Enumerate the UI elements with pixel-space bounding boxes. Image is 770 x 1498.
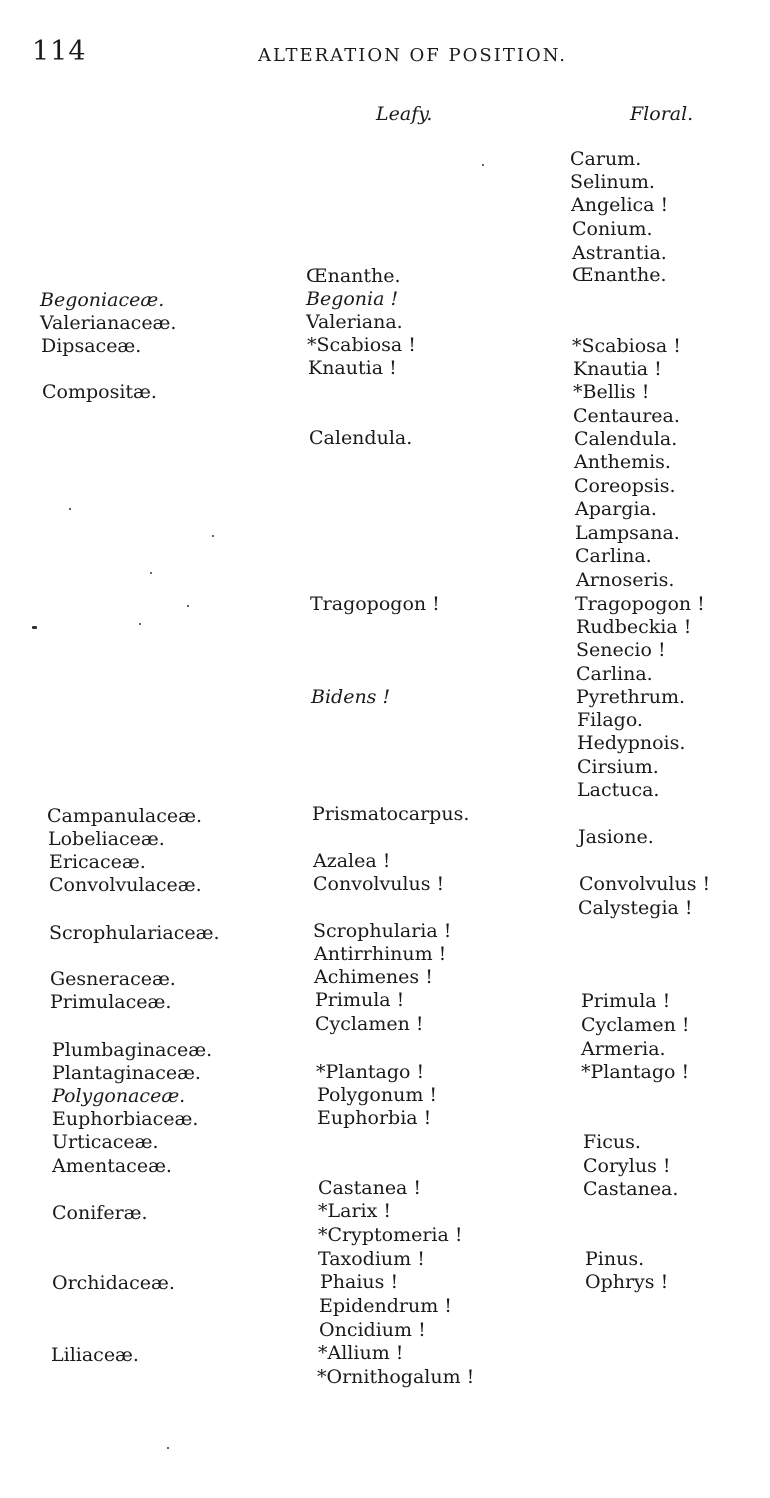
floral-entry: Senecio ! (576, 639, 666, 661)
leafy-entry: Epidendrum ! (319, 1295, 452, 1317)
leafy-entry: Antirrhinum ! (314, 943, 447, 965)
floral-entry: Castanea. (583, 1178, 679, 1200)
family-entry: Dipsaceæ. (41, 335, 142, 357)
floral-entry: Centaurea. (573, 405, 680, 427)
floral-entry: Carlina. (576, 663, 653, 685)
family-entry: Gesneraceæ. (50, 968, 176, 990)
family-entry: Euphorbiaceæ. (52, 1108, 199, 1130)
floral-entry: *Bellis ! (573, 381, 650, 403)
column-heading-leafy: Leafy. (376, 103, 433, 125)
floral-entry: Cyclamen ! (581, 1014, 690, 1036)
leafy-entry: Œnanthe. (306, 265, 401, 287)
floral-entry: Rudbeckia ! (576, 616, 692, 638)
floral-entry: Knautia ! (573, 358, 662, 380)
floral-entry: Carum. (570, 148, 642, 170)
floral-entry: Anthemis. (574, 451, 671, 473)
floral-entry: Filago. (577, 709, 643, 731)
leafy-entry: Convolvulus ! (313, 873, 445, 895)
family-entry: Amentaceæ. (52, 1155, 172, 1177)
leafy-entry: Prismatocarpus. (312, 803, 470, 825)
family-entry: Primulaceæ. (50, 991, 172, 1013)
print-speck (32, 626, 37, 629)
floral-entry: Lampsana. (575, 522, 680, 544)
leafy-entry: Calendula. (309, 427, 413, 449)
leafy-entry: Bidens ! (311, 686, 391, 708)
family-entry: Urticaceæ. (52, 1131, 159, 1153)
floral-entry: Armeria. (581, 1038, 666, 1060)
family-entry: Orchidaceæ. (52, 1272, 175, 1294)
floral-entry: Astrantia. (572, 242, 667, 264)
leafy-entry: Tragopogon ! (310, 593, 440, 615)
family-entry: Scrophulariaceæ. (49, 922, 220, 944)
leafy-entry: *Ornithogalum ! (317, 1366, 475, 1388)
floral-entry: Œnanthe. (572, 264, 667, 286)
leafy-entry: Knautia ! (308, 357, 397, 379)
floral-entry: Ficus. (583, 1131, 641, 1153)
column-heading-floral: Floral. (630, 103, 694, 125)
print-speck (212, 535, 214, 537)
floral-entry: Coreopsis. (574, 475, 676, 497)
leafy-entry: Phaius ! (320, 1271, 399, 1293)
print-speck (187, 605, 189, 607)
family-entry: Campanulaceæ. (47, 805, 203, 827)
floral-entry: Jasione. (578, 826, 654, 848)
floral-entry: Pyrethrum. (576, 686, 686, 708)
print-speck (139, 623, 141, 625)
floral-entry: Corylus ! (583, 1155, 671, 1177)
print-speck (69, 508, 71, 510)
floral-entry: Carlina. (575, 545, 652, 567)
leafy-entry: Oncidium ! (319, 1319, 426, 1341)
print-speck (482, 164, 484, 166)
print-speck (150, 572, 152, 574)
family-entry: Plumbaginaceæ. (52, 1039, 213, 1061)
leafy-entry: Taxodium ! (318, 1248, 425, 1270)
floral-entry: Apargia. (575, 498, 657, 520)
family-entry: Convolvulaceæ. (49, 874, 202, 896)
family-entry: Compositæ. (42, 381, 157, 403)
leafy-entry: *Scabiosa ! (307, 334, 416, 356)
leafy-entry: Azalea ! (313, 850, 391, 872)
family-entry: Polygonaceæ. (52, 1085, 186, 1107)
family-entry: Coniferæ. (52, 1202, 148, 1224)
floral-entry: Cirsium. (577, 756, 659, 778)
leafy-entry: Castanea ! (318, 1177, 422, 1199)
leafy-entry: Achimenes ! (314, 966, 433, 988)
floral-entry: Arnoseris. (576, 569, 675, 591)
leafy-entry: Primula ! (315, 989, 405, 1011)
leafy-entry: *Cryptomeria ! (318, 1224, 463, 1246)
leafy-entry: Cyclamen ! (315, 1013, 424, 1035)
leafy-entry: *Allium ! (318, 1342, 404, 1364)
floral-entry: Lactuca. (577, 779, 660, 801)
leafy-entry: Valeriana. (306, 311, 403, 333)
leafy-entry: Begonia ! (306, 288, 399, 310)
floral-entry: Pinus. (585, 1248, 645, 1270)
floral-entry: *Plantago ! (581, 1061, 690, 1083)
floral-entry: Selinum. (570, 171, 655, 193)
family-entry: Liliaceæ. (51, 1344, 139, 1366)
leafy-entry: Euphorbia ! (317, 1107, 432, 1129)
page-number: 114 (32, 36, 87, 67)
leafy-entry: *Plantago ! (316, 1061, 425, 1083)
family-entry: Ericaceæ. (49, 851, 146, 873)
floral-entry: Tragopogon ! (575, 593, 705, 615)
floral-entry: Hedypnois. (577, 732, 686, 754)
family-entry: Valerianaceæ. (40, 312, 177, 334)
floral-entry: Calystegia ! (578, 897, 693, 919)
floral-entry: Conium. (572, 218, 653, 240)
floral-entry: Angelica ! (571, 194, 669, 216)
leafy-entry: Polygonum ! (317, 1084, 438, 1106)
leafy-entry: *Larix ! (318, 1200, 391, 1222)
running-title: ALTERATION OF POSITION. (258, 45, 568, 66)
family-entry: Lobeliaceæ. (48, 828, 165, 850)
floral-entry: Primula ! (581, 990, 671, 1012)
print-speck (167, 1447, 169, 1449)
floral-entry: Ophrys ! (585, 1271, 669, 1293)
family-entry: Begoniaceæ. (40, 289, 165, 311)
floral-entry: Convolvulus ! (579, 873, 711, 895)
floral-entry: *Scabiosa ! (572, 335, 681, 357)
leafy-entry: Scrophularia ! (313, 920, 452, 942)
family-entry: Plantaginaceæ. (52, 1062, 201, 1084)
floral-entry: Calendula. (574, 428, 678, 450)
